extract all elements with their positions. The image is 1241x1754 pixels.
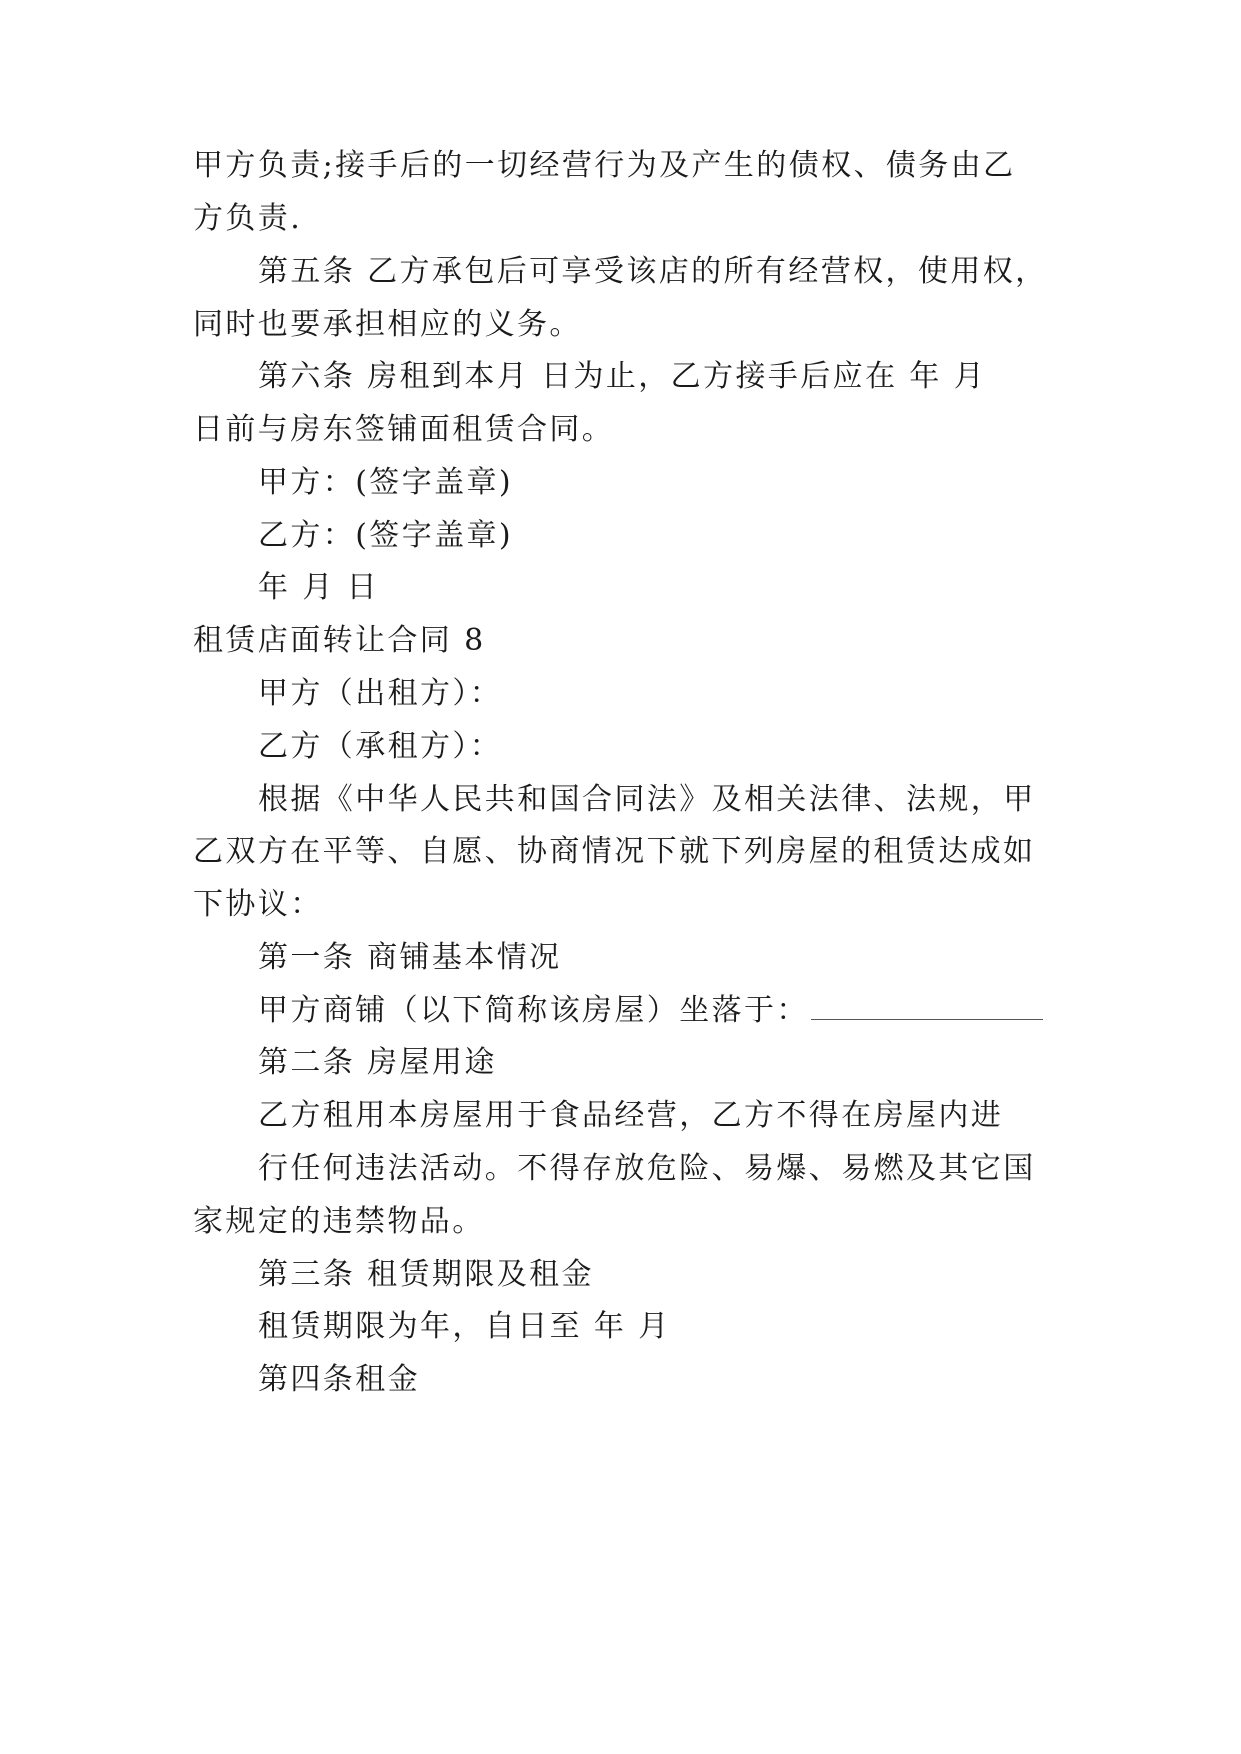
text-line: 同时也要承担相应的义务。 (193, 307, 582, 342)
article-4-heading: 第四条租金 (258, 1362, 420, 1397)
party-b-signature: 乙方：(签字盖章) (258, 518, 514, 553)
text-line: 日前与房东签铺面租赁合同。 (193, 412, 615, 447)
article-6-heading: 第六条 房租到本月 日为止，乙方接手后应在 年 月 (258, 359, 987, 394)
shop-location-line (258, 991, 1043, 1031)
preamble-text: 根据《中华人民共和国合同法》及相关法律、法规，甲 (258, 782, 1036, 817)
text-line: 家规定的违禁物品。 (193, 1204, 485, 1239)
article-2-heading: 第二条 房屋用途 (258, 1045, 497, 1080)
text-line: 方负责. (193, 201, 303, 236)
text-line: 乙双方在平等、自愿、协商情况下就下列房屋的租赁达成如 (193, 834, 1036, 869)
article-5-heading: 第五条 乙方承包后可享受该店的所有经营权，使用权， (258, 254, 1048, 289)
shop-location-label: 甲方商铺（以下简称该房屋）坐落于： (258, 993, 809, 1028)
party-a-signature: 甲方：(签字盖章) (258, 465, 514, 500)
party-b-lessee: 乙方（承租方）： (258, 729, 503, 764)
contract-title: 租赁店面转让合同 8 (193, 623, 486, 658)
text-line: 乙方租用本房屋用于食品经营，乙方不得在房屋内进 (258, 1098, 1004, 1133)
date-line: 年 月 日 (258, 570, 380, 605)
party-a-lessor: 甲方（出租方）： (258, 676, 503, 711)
article-3-heading: 第三条 租赁期限及租金 (258, 1257, 594, 1292)
text-line: 行任何违法活动。不得存放危险、易爆、易燃及其它国 (258, 1151, 1036, 1186)
text-line: 下协议： (193, 887, 323, 922)
location-blank (811, 991, 1043, 1020)
article-1-heading: 第一条 商铺基本情况 (258, 940, 562, 975)
text-line: 甲方负责;接手后的一切经营行为及产生的债权、债务由乙 (193, 148, 1016, 183)
lease-term-line: 租赁期限为年，自日至 年 月 (258, 1309, 671, 1344)
